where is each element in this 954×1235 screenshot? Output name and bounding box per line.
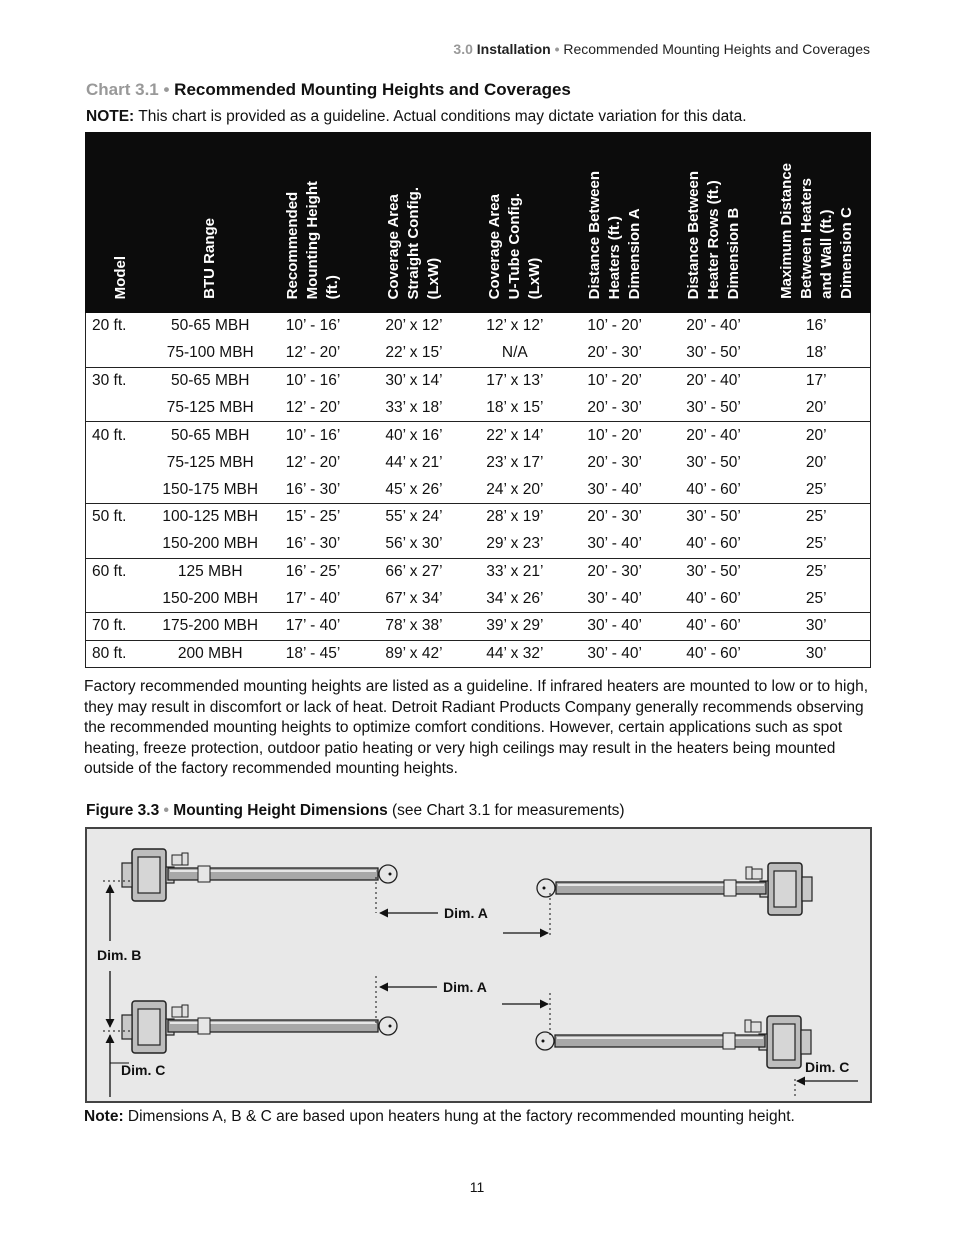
table-cell: 10’ - 20’ xyxy=(587,317,642,335)
figure-bullet: • xyxy=(163,802,169,819)
table-cell: 30’ - 50’ xyxy=(686,508,741,526)
table-cell: 20 ft. xyxy=(92,317,127,335)
table-row xyxy=(86,476,871,503)
guideline-paragraph: Factory recommended mounting heights are listed as a guideline. If infrared heaters are mounted to low or to high, they may result in discomfort or lack of heat. Detroit Radiant Products Company generally recommends observing the recommended mounting heights to optimize comfort conditions. However, certain applications such as spot heating, freeze protection, outdoor patio heating or very high ceilings may result in the heaters being mounted outside of the factory recommended mounting heights. xyxy=(84,678,869,777)
heater-layout-diagram xyxy=(91,833,866,1097)
column-header-label: BTU Range xyxy=(201,218,219,299)
table-cell: 50-65 MBH xyxy=(171,426,250,444)
column-header-label: Distance Between Heaters (ft.) Dimension A xyxy=(585,170,643,299)
table-cell: 55’ x 24’ xyxy=(385,508,443,526)
table-cell: 75-100 MBH xyxy=(157,340,263,367)
table-cell: 28’ x 19’ xyxy=(486,508,544,526)
table-cell: 10’ - 20’ xyxy=(587,426,642,444)
table-cell: 78’ x 38’ xyxy=(363,613,465,640)
table-cell xyxy=(86,449,158,476)
table-cell: 18’ x 15’ xyxy=(465,394,565,421)
table-cell: N/A xyxy=(465,340,565,367)
table-body xyxy=(86,313,871,668)
table-cell: 12’ - 20’ xyxy=(285,453,341,471)
heater-upper-right xyxy=(537,863,812,915)
table-cell: 40’ - 60’ xyxy=(665,613,763,640)
figure-note xyxy=(84,1108,795,1126)
column-header xyxy=(565,133,665,313)
table-cell: 15’ - 25’ xyxy=(285,508,341,526)
table-cell: 150-200 MBH xyxy=(157,585,263,612)
table-cell: 23’ x 17’ xyxy=(486,453,544,471)
table-row xyxy=(86,422,871,449)
table-cell: 20’ - 40’ xyxy=(686,371,741,389)
table-cell: 10’ - 16’ xyxy=(285,426,341,444)
column-header xyxy=(363,133,465,313)
table-cell: 10’ - 20’ xyxy=(587,371,642,389)
table-cell xyxy=(86,585,158,612)
table-cell: 20’ - 30’ xyxy=(587,453,642,471)
column-header xyxy=(86,133,158,313)
table-cell: 16’ xyxy=(805,317,827,335)
table-cell: 12’ - 20’ xyxy=(263,394,363,421)
table-cell: 40’ - 60’ xyxy=(665,476,763,503)
table-cell: 22’ x 14’ xyxy=(486,426,544,444)
table-cell: 24’ x 20’ xyxy=(465,476,565,503)
table-cell: 17’ x 13’ xyxy=(486,371,544,389)
table-cell: 30’ - 50’ xyxy=(686,563,741,581)
table-row xyxy=(86,640,871,667)
dim-c-right-label: Dim. C xyxy=(805,1059,850,1075)
table-row xyxy=(86,313,871,340)
table-cell: 18’ - 45’ xyxy=(263,640,363,667)
table-row xyxy=(86,585,871,612)
table-cell: 10’ - 16’ xyxy=(285,371,341,389)
table-cell: 30’ - 40’ xyxy=(565,613,665,640)
table-cell: 175-200 MBH xyxy=(157,613,263,640)
section-name: Installation xyxy=(476,41,551,57)
table-cell: 22’ x 15’ xyxy=(363,340,465,367)
table-cell: 16’ - 30’ xyxy=(263,531,363,558)
dim-a-lower-label: Dim. A xyxy=(443,979,487,995)
table-cell: 44’ x 21’ xyxy=(385,453,443,471)
table-row xyxy=(86,394,871,421)
column-header xyxy=(263,133,363,313)
header-separator: • xyxy=(554,41,560,57)
table-cell: 39’ x 29’ xyxy=(465,613,565,640)
table-cell: 18’ xyxy=(763,340,871,367)
chart-title-text: Recommended Mounting Heights and Coverages xyxy=(174,80,571,99)
table-cell: 30’ - 40’ xyxy=(565,476,665,503)
table-cell: 40’ x 16’ xyxy=(385,426,443,444)
table-cell: 20’ - 30’ xyxy=(587,563,642,581)
table-cell: 150-200 MBH xyxy=(157,531,263,558)
table-cell: 45’ x 26’ xyxy=(363,476,465,503)
table-cell: 16’ - 25’ xyxy=(285,563,341,581)
section-number: 3.0 xyxy=(453,41,473,57)
table-cell: 17’ - 40’ xyxy=(263,613,363,640)
table-cell: 44’ x 32’ xyxy=(465,640,565,667)
table-cell xyxy=(86,531,158,558)
table-cell: 75-125 MBH xyxy=(157,394,263,421)
table-cell: 40’ - 60’ xyxy=(665,531,763,558)
column-header xyxy=(763,133,871,313)
table-cell: 75-125 MBH xyxy=(166,453,254,471)
table-cell xyxy=(86,394,158,421)
table-cell: 30’ xyxy=(763,613,871,640)
table-cell: 30’ xyxy=(763,640,871,667)
table-cell: 150-175 MBH xyxy=(157,476,263,503)
table-cell: 67’ x 34’ xyxy=(363,585,465,612)
running-header xyxy=(453,41,870,57)
figure-label: Figure 3.3 xyxy=(86,802,160,819)
column-header-label: Coverage Area Straight Config. (LxW) xyxy=(384,186,442,299)
table-cell: 40 ft. xyxy=(92,426,127,444)
table-cell: 20’ - 40’ xyxy=(686,426,741,444)
table-cell: 50-65 MBH xyxy=(171,317,250,335)
column-header-label: Model xyxy=(112,255,130,299)
table-row xyxy=(86,504,871,531)
column-header xyxy=(665,133,763,313)
table-cell: 33’ x 18’ xyxy=(363,394,465,421)
column-header-label: Distance Between Heater Rows (ft.) Dimension B xyxy=(684,170,742,299)
table-cell: 20’ xyxy=(805,453,827,471)
table-cell: 20’ - 40’ xyxy=(686,317,741,335)
table-cell: 17’ xyxy=(805,371,827,389)
table-cell: 60 ft. xyxy=(92,563,127,581)
table-cell: 12’ x 12’ xyxy=(486,317,544,335)
table-row xyxy=(86,613,871,640)
table-cell: 17’ - 40’ xyxy=(263,585,363,612)
table-cell: 10’ - 16’ xyxy=(285,317,341,335)
table-cell: 25’ xyxy=(763,531,871,558)
table-cell: 200 MBH xyxy=(157,640,263,667)
mounting-height-figure xyxy=(85,827,872,1103)
table-cell: 16’ - 30’ xyxy=(263,476,363,503)
table-cell: 20’ - 30’ xyxy=(565,394,665,421)
table-cell: 20’ - 30’ xyxy=(587,508,642,526)
heater-lower-right xyxy=(536,1016,811,1068)
table-cell: 20’ xyxy=(805,426,827,444)
page-number: 11 xyxy=(469,1179,485,1195)
mounting-heights-table xyxy=(85,132,871,668)
table-cell xyxy=(86,340,158,367)
chart-note xyxy=(86,108,747,126)
table-cell: 40’ - 60’ xyxy=(665,640,763,667)
heater-upper-left xyxy=(122,849,397,901)
table-row xyxy=(86,340,871,367)
column-header-label: Recommended Mounting Height (ft.) xyxy=(284,180,342,299)
chart-note-label: NOTE: xyxy=(86,108,135,125)
table-cell: 89’ x 42’ xyxy=(363,640,465,667)
header-topic: Recommended Mounting Heights and Coverages xyxy=(563,41,870,57)
dim-b-label: Dim. B xyxy=(97,947,142,963)
table-cell: 34’ x 26’ xyxy=(465,585,565,612)
table-cell: 30’ - 40’ xyxy=(565,640,665,667)
dim-a-upper-label: Dim. A xyxy=(444,905,488,921)
figure-title: Mounting Height Dimensions xyxy=(173,802,388,819)
table-cell: 30’ x 14’ xyxy=(385,371,443,389)
dim-c-left-label: Dim. C xyxy=(121,1062,166,1078)
table-cell: 50 ft. xyxy=(92,508,127,526)
chart-note-text: This chart is provided as a guideline. Actual conditions may dictate variation for this data. xyxy=(138,108,747,125)
column-header xyxy=(465,133,565,313)
table-cell: 30’ - 50’ xyxy=(665,394,763,421)
table-cell: 30’ - 50’ xyxy=(686,453,741,471)
table-cell: 56’ x 30’ xyxy=(363,531,465,558)
table-cell: 40’ - 60’ xyxy=(665,585,763,612)
table-cell: 30 ft. xyxy=(92,371,127,389)
figure-note-text: Dimensions A, B & C are based upon heaters hung at the factory recommended mounting height. xyxy=(127,1108,795,1125)
table-row xyxy=(86,558,871,585)
table-cell: 29’ x 23’ xyxy=(465,531,565,558)
chart-title xyxy=(86,80,571,100)
table-row xyxy=(86,367,871,394)
figure-caption xyxy=(86,802,625,820)
table-cell: 66’ x 27’ xyxy=(385,563,443,581)
table-cell: 30’ - 50’ xyxy=(665,340,763,367)
column-header xyxy=(157,133,263,313)
table-cell: 30’ - 40’ xyxy=(565,585,665,612)
column-header-label: Maximum Distance Between Heaters and Wall (ft.) Dimension C xyxy=(777,163,855,299)
figure-caption-suffix: (see Chart 3.1 for measurements) xyxy=(392,802,625,819)
heater-lower-left xyxy=(122,1001,397,1053)
chart-label: Chart 3.1 • xyxy=(86,80,170,99)
table-cell xyxy=(86,476,158,503)
table-cell: 25’ xyxy=(763,476,871,503)
table-cell: 50-65 MBH xyxy=(171,371,250,389)
figure-note-label: Note: xyxy=(84,1108,124,1125)
table-cell: 125 MBH xyxy=(177,563,243,581)
table-cell: 12’ - 20’ xyxy=(263,340,363,367)
table-cell: 70 ft. xyxy=(86,613,158,640)
table-cell: 25’ xyxy=(805,508,827,526)
table-cell: 20’ x 12’ xyxy=(385,317,443,335)
table-cell: 25’ xyxy=(763,585,871,612)
column-header-label: Coverage Area U-Tube Config. (LxW) xyxy=(485,192,543,299)
table-cell: 33’ x 21’ xyxy=(486,563,544,581)
table-cell: 100-125 MBH xyxy=(162,508,259,526)
table-cell: 30’ - 40’ xyxy=(565,531,665,558)
table-row xyxy=(86,449,871,476)
table-header-row xyxy=(86,133,871,313)
table-cell: 80 ft. xyxy=(86,640,158,667)
table-row xyxy=(86,531,871,558)
table-cell: 25’ xyxy=(805,563,827,581)
table-cell: 20’ - 30’ xyxy=(565,340,665,367)
table-cell: 20’ xyxy=(763,394,871,421)
